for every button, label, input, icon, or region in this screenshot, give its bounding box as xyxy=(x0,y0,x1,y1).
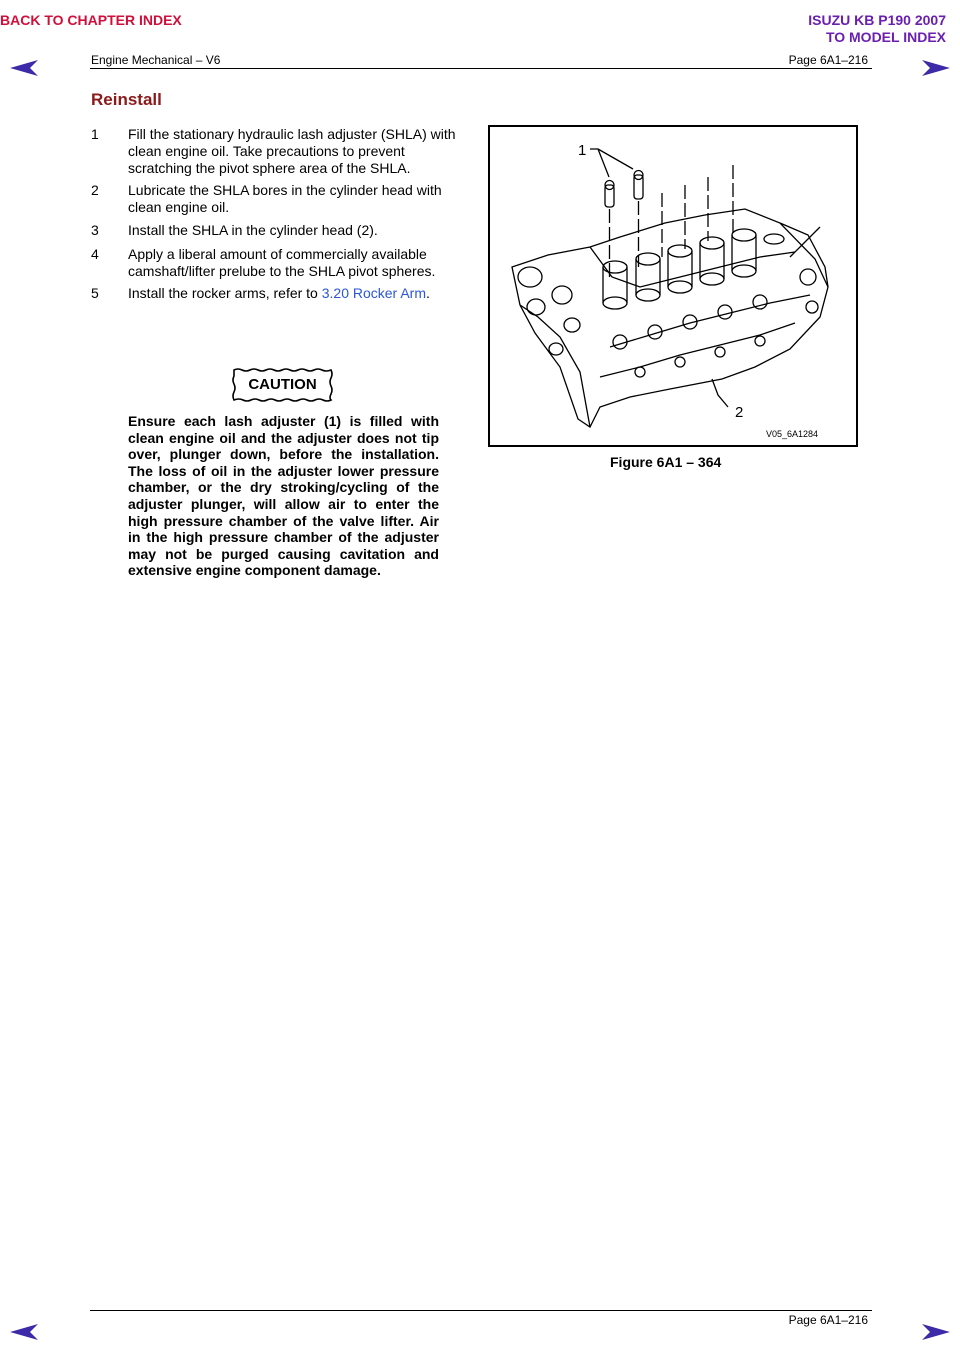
step-text: Install the SHLA in the cylinder head (2). xyxy=(128,222,378,238)
back-to-chapter-index-link[interactable]: BACK TO CHAPTER INDEX xyxy=(0,12,182,28)
header-chapter-title: Engine Mechanical – V6 xyxy=(91,53,221,67)
previous-page-arrow-bottom-icon[interactable] xyxy=(8,1322,42,1342)
next-page-arrow-icon[interactable] xyxy=(918,58,952,78)
step-number: 2 xyxy=(91,182,99,198)
step-number: 5 xyxy=(91,285,99,301)
step-number: 1 xyxy=(91,126,99,142)
step-1 xyxy=(91,126,471,177)
header-page-number: Page 6A1–216 xyxy=(788,53,868,67)
caution-text: Ensure each lash adjuster (1) is filled with clean engine oil and the adjuster does not tip over, plunger down, before the installation. The loss of oil in the adjuster lower pressure chamber, or the dry stroking/cycling of the adjuster plunger, will allow air to enter the high pressure chamber of the valve lifter. Air in the high pressure chamber of the adjuster may not be purged causing cavitation and extensive engine component damage. xyxy=(128,413,439,579)
figure-ref-code: V05_6A1284 xyxy=(766,429,819,439)
step-text: Fill the stationary hydraulic lash adjuster (SHLA) with clean engine oil. Take precautions to prevent scratching the pivot sphere area of the SHLA. xyxy=(128,126,456,176)
next-page-arrow-bottom-icon[interactable] xyxy=(918,1322,952,1342)
caution-label: CAUTION xyxy=(248,376,317,393)
header-rule xyxy=(90,68,872,69)
cylinder-head-illustration xyxy=(490,127,856,445)
footer-page-number: Page 6A1–216 xyxy=(788,1313,868,1327)
figure-caption: Figure 6A1 – 364 xyxy=(610,454,722,470)
step-text: Apply a liberal amount of commercially available camshaft/lifter prelube to the SHLA pivot spheres. xyxy=(128,246,436,279)
step-4 xyxy=(91,246,471,280)
step-text: Lubricate the SHLA bores in the cylinder head with clean engine oil. xyxy=(128,182,442,215)
step-3 xyxy=(91,222,471,239)
figure-frame xyxy=(488,125,858,447)
previous-page-arrow-icon[interactable] xyxy=(8,58,42,78)
step-number: 3 xyxy=(91,222,99,238)
to-model-index-label[interactable]: TO MODEL INDEX xyxy=(825,29,946,45)
step-5 xyxy=(91,285,471,302)
model-index-link[interactable] xyxy=(808,12,946,46)
footer-rule xyxy=(90,1310,872,1311)
model-title: ISUZU KB P190 2007 xyxy=(808,12,946,28)
step-2 xyxy=(91,182,471,216)
caution-badge xyxy=(230,367,335,403)
rocker-arm-link[interactable]: 3.20 Rocker Arm xyxy=(321,285,426,301)
step-number: 4 xyxy=(91,246,99,262)
callout-2-label: 2 xyxy=(735,404,744,421)
step-text: Install the rocker arms, refer to 3.20 Rocker Arm. xyxy=(128,285,430,301)
callout-1-label: 1 xyxy=(578,142,587,159)
section-title: Reinstall xyxy=(91,90,162,109)
